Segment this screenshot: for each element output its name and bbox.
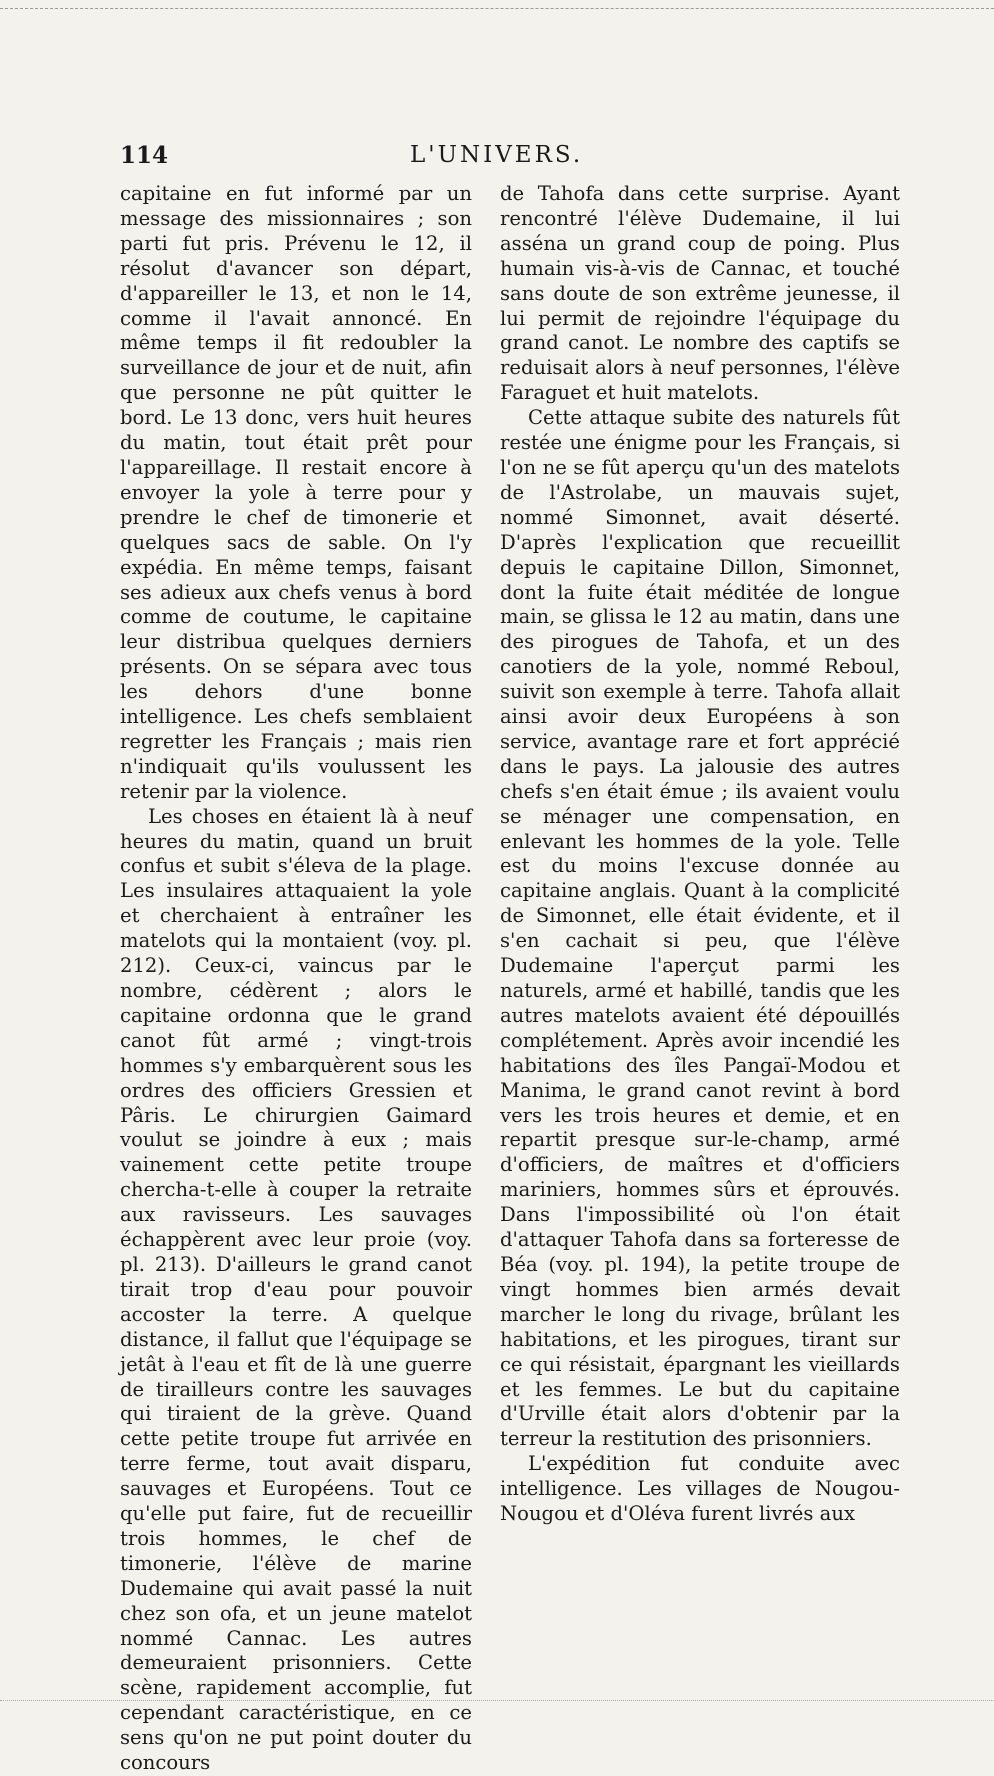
- page-header: [120, 142, 840, 174]
- paragraph: de Tahofa dans cette surprise. Ayant rencontré l'élève Dudemaine, il lui asséna un grand coup de poing. Plus humain vis-à-vis de Cannac, et touché sans doute de son extrême jeunesse, il lui permit de rejoindre l'équipage du grand canot. Le nombre des captifs se reduisait alors à neuf personnes, l'élève Faraguet et huit matelots.: [500, 182, 900, 405]
- page-number: 114: [120, 142, 169, 169]
- bottom-edge-rule: [0, 1700, 994, 1704]
- top-edge-rule: [0, 8, 994, 12]
- running-title: L'UNIVERS.: [410, 142, 584, 168]
- paragraph: capitaine en fut informé par un message des missionnaires ; son parti fut pris. Prévenu le 12, il résolut d'avancer son départ, d'appareiller le 13, et non le 14, comme il l'avait annoncé. En même temps il fit redoubler la surveillance de jour et de nuit, afin que personne ne pût quitter le bord. Le 13 donc, vers huit heures du matin, tout était prêt pour l'appareillage. Il restait encore à envoyer la yole à terre pour y prendre le chef de timonerie et quelques sacs de sable. On l'y expédia. En même temps, faisant ses adieux aux chefs venus à bord comme de coutume, le capitaine leur distribua quelques derniers présents. On se sépara avec tous les dehors d'une bonne intelligence. Les chefs semblaient regretter les Français ; mais rien n'indiquait qu'ils voulussent les retenir par la violence.: [120, 182, 472, 803]
- paragraph: L'expédition fut conduite avec intelligence. Les villages de Nougou-Nougou et d'Oléva furent livrés aux: [500, 1452, 900, 1526]
- left-column: [120, 182, 472, 1776]
- right-column: [500, 182, 900, 1527]
- paragraph: Les choses en étaient là à neuf heures du matin, quand un bruit confus et subit s'éleva de la plage. Les insulaires attaquaient la yole et cherchaient à entraîner les matelots qui la montaient (voy. pl. 212). Ceux-ci, vaincus par le nombre, cédèrent ; alors le capitaine ordonna que le grand canot fût armé ; vingt-trois hommes s'y embarquèrent sous les ordres des officiers Gressien et Pâris. Le chirurgien Gaimard voulut se joindre à eux ; mais vainement cette petite troupe chercha-t-elle à couper la retraite aux ravisseurs. Les sauvages échappèrent avec leur proie (voy. pl. 213). D'ailleurs le grand canot tirait trop d'eau pour pouvoir accoster la terre. A quelque distance, il fallut que l'équipage se jetât à l'eau et fît de là une guerre de tirailleurs contre les sauvages qui tiraient de la grève. Quand cette petite troupe fut arrivée en terre ferme, tout avait disparu, sauvages et Européens. Tout ce qu'elle put faire, fut de recueillir trois hommes, le chef de timonerie, l'élève de marine Dudemaine qui avait passé la nuit chez son ofa, et un jeune matelot nommé Cannac. Les autres demeuraient prisonniers. Cette scène, rapidement accomplie, fut cependant caractéristique, en ce sens qu'on ne put point douter du concours: [120, 804, 472, 1775]
- paragraph: Cette attaque subite des naturels fût restée une énigme pour les Français, si l'on ne se fût aperçu qu'un des matelots de l'Astrolabe, un mauvais sujet, nommé Simonnet, avait déserté. D'après l'explication que recueillit depuis le capitaine Dillon, Simonnet, dont la fuite était méditée de longue main, se glissa le 12 au matin, dans une des pirogues de Tahofa, et un des canotiers de la yole, nommé Reboul, suivit son exemple à terre. Tahofa allait ainsi avoir deux Européens à son service, avantage rare et fort apprécié dans le pays. La jalousie des autres chefs s'en était émue ; ils avaient voulu se ménager une compensation, en enlevant les hommes de la yole. Telle est du moins l'excuse donnée au capitaine anglais. Quant à la complicité de Simonnet, elle était évidente, et il s'en cachait si peu, que l'élève Dudemaine l'aperçut parmi les naturels, armé et habillé, tandis que les autres matelots avaient été dépouillés complétement. Après avoir incendié les habitations des îles Pangaï-Modou et Manima, le grand canot revint à bord vers les trois heures et demie, et en repartit presque sur-le-champ, armé d'officiers, de maîtres et d'officiers mariniers, hommes sûrs et éprouvés. Dans l'impossibilité où l'on était d'attaquer Tahofa dans sa forteresse de Béa (voy. pl. 194), la petite troupe de vingt hommes bien armés devait marcher le long du rivage, brûlant les habitations, et les pirogues, tirant sur ce qui résistait, épargnant les vieillards et les femmes. Le but du capitaine d'Urville était alors d'obtenir par la terreur la restitution des prisonniers.: [500, 406, 900, 1451]
